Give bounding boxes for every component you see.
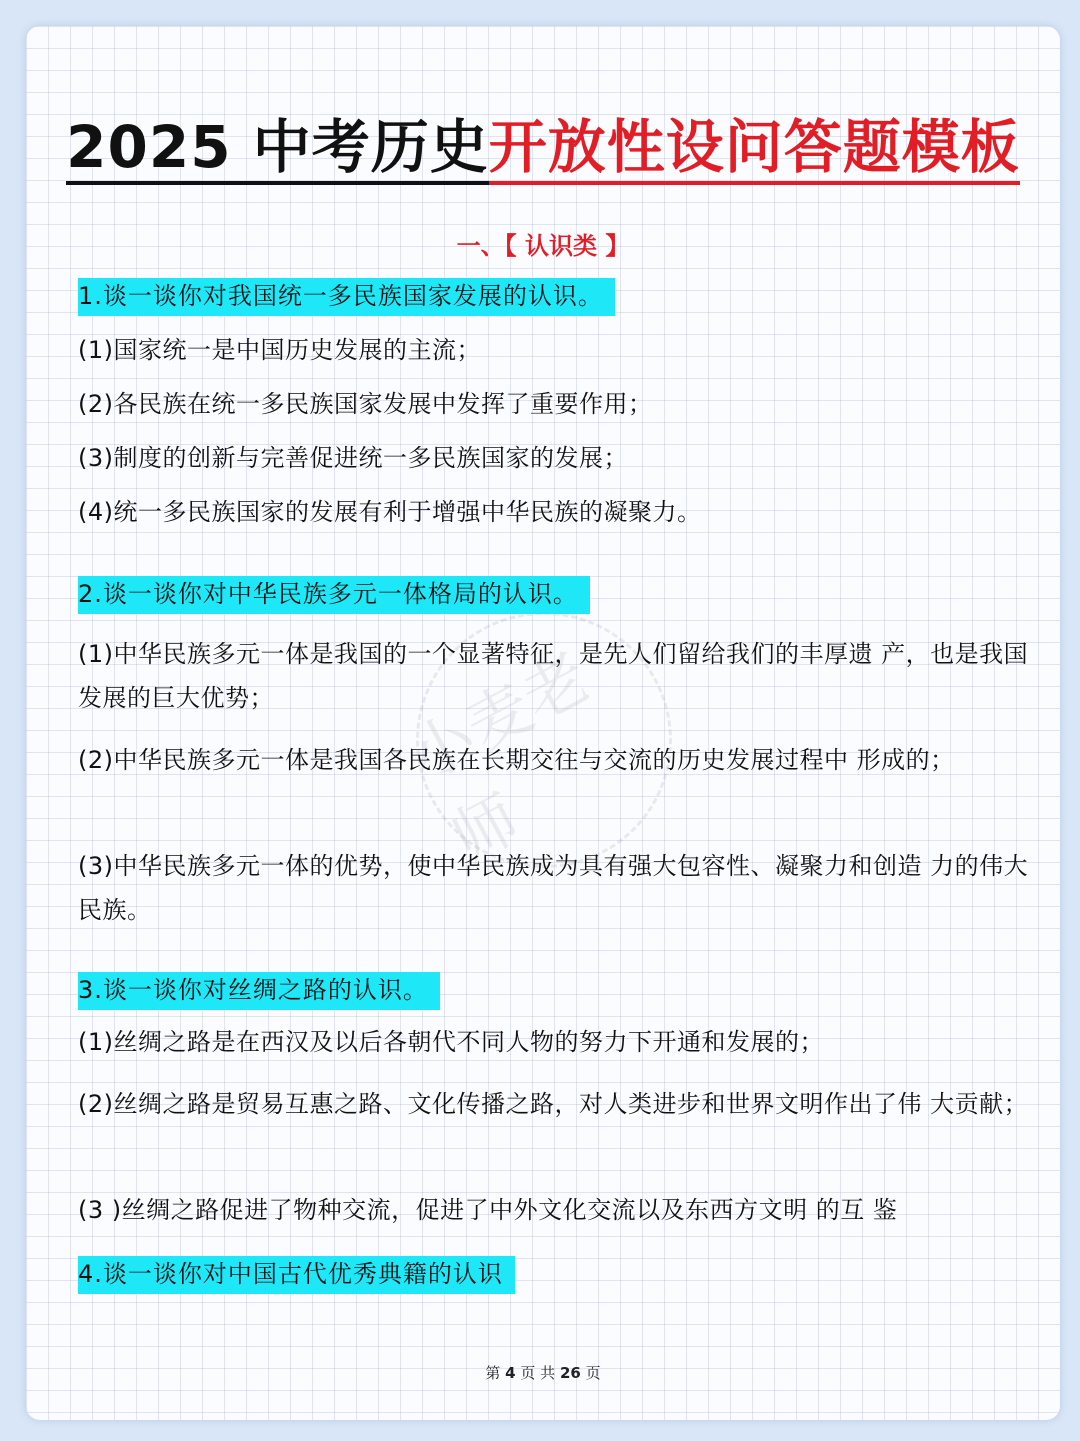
total-page-number: 26: [559, 1364, 581, 1382]
answer-item: (1)丝绸之路是在西汉及以后各朝代不同人物的努力下开通和发展的；: [78, 1028, 824, 1056]
answer-item: (2)丝绸之路是贸易互惠之路、文化传播之路，对人类进步和世界文明作出了伟 大贡献；: [78, 1090, 1029, 1118]
page-number: 第 4 页 共 26 页: [485, 1364, 601, 1382]
title-red-part: 开放性设问答题模板: [489, 113, 1020, 185]
question-title: 2.谈一谈你对中华民族多元一体格局的认识。: [78, 576, 590, 614]
title-black-part: 2025 中考历史: [66, 113, 489, 185]
answer-item: (2)中华民族多元一体是我国各民族在长期交往与交流的历史发展过程中 形成的；: [78, 746, 955, 774]
page-title: [26, 114, 1060, 181]
answer-item: (3 )丝绸之路促进了物种交流，促进了中外文化交流以及东西方文明 的互 鉴: [78, 1196, 898, 1224]
section-heading: 一、【 认识类 】: [456, 232, 630, 260]
question-title: 3.谈一谈你对丝绸之路的认识。: [78, 972, 440, 1010]
answer-item: (4)统一多民族国家的发展有利于增强中华民族的凝聚力。: [78, 498, 702, 526]
question-title: 1.谈一谈你对我国统一多民族国家发展的认识。: [78, 278, 615, 316]
watermark-stamp: 小麦老师: [371, 567, 717, 913]
answer-item: (3)制度的创新与完善促进统一多民族国家的发展；: [78, 444, 628, 472]
answer-item: (2)各民族在统一多民族国家发展中发挥了重要作用；: [78, 390, 653, 418]
answer-item: (1)国家统一是中国历史发展的主流；: [78, 336, 481, 364]
answer-item: (3)中华民族多元一体的优势，使中华民族成为具有强大包容性、凝聚力和创造 力的伟大民族。: [78, 852, 1029, 924]
question-title: 4.谈一谈你对中国古代优秀典籍的认识: [78, 1256, 515, 1294]
document-page: [26, 26, 1060, 1420]
current-page-number: 4: [505, 1364, 516, 1382]
answer-item: (1)中华民族多元一体是我国的一个显著特征，是先人们留给我们的丰厚遗 产，也是我国发展的巨大优势；: [78, 640, 1029, 712]
